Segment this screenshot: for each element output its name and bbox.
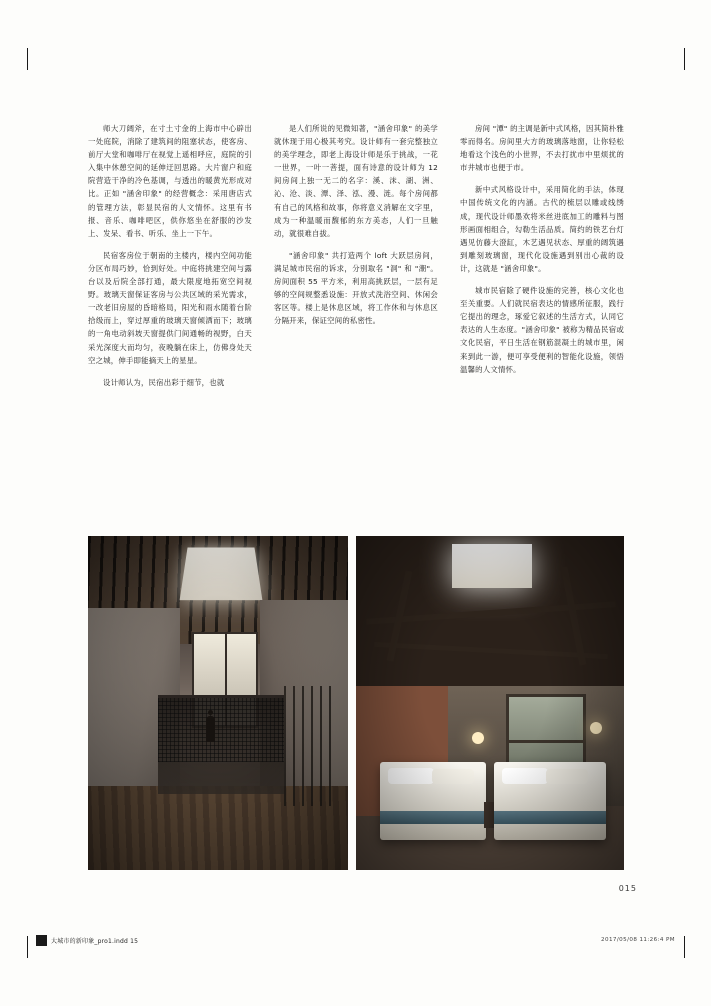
photo-gallery [88, 536, 624, 870]
paragraph: 房间 "潭" 的主调是新中式风格，因其简朴雅零而得名。房间里大方的玻璃落地窗，让你轻松地看这个浅色的小世界，不去打扰市中里烦扰的市井城市也便于市。 [460, 124, 624, 173]
photo-vignette [88, 536, 348, 870]
crop-mark-top-right [684, 48, 685, 70]
photo-atrium-corridor [88, 536, 348, 870]
photo-vignette [356, 536, 624, 870]
paragraph: 设计师认为，民宿出彩于细节，也就 [103, 377, 225, 387]
footer-file-label: 大城市的新印象_pro1.indd 15 [51, 938, 139, 945]
text-column-3 [460, 122, 624, 398]
crop-mark-top-left [27, 48, 28, 70]
footer-left [36, 935, 138, 946]
text-column-2 [274, 122, 438, 398]
paragraph: 民宿客房位于朝南的主楼内，楼内空间功能分区布局巧妙，恰到好处。中庭将挑建空间与露台以及后院全部打通，最大限度地拓宽空间视野。玻璃天窗保证客房与公共区域的采光需求，一改老旧房屋的昏暗格局，阳光和雨水随着台阶拾级而上，穿过厚重的玻璃天窗倾洒而下；玻璃的一角电动斜坡天窗提供门间通畅的视野，白天采光深度大而均匀，夜晚躺在床上，仿佛身处天空之城，伸手即能摘天上的星星。 [88, 250, 252, 365]
paragraph: 是人们所说的见微知著，"涵舍印象" 的美学就休现于用心极其考究。设计师有一套完整独立的美学理念，即老上海设计师是乐于挑战，一花一世界，一叶一菩提，面有诗意的设计师为 12 间房间上独一无二的名字：溪、沫、湖、洲、沁、沧、淡、潭、泽、泓、漫、涟。每个房间都有自己的风格和故事，你将意义消解在文字里，成为一种温暖而馥郁的东方美态，人们一旦触动，就很难自拔。 [274, 124, 438, 238]
page-number: 015 [618, 884, 637, 893]
paragraph: 师大刀阔斧，在寸土寸金的上海市中心辟出一处庭院，消除了建筑间的阻塞状态，使客房、前厅大堂和咖啡厅在视觉上遥相呼应，庭院的引入集中休憩空间的延伸迂回思路。大片窗户和庭院营造干净的冷色基调，与透出的暖黄光形成对比。正如 "涵舍印象" 的经营概念：采用唐店式的管理方法，彰显民宿的人文情怀。这里有书报、音乐、咖啡吧区，供你悠坐在舒服的沙发上、发呆、看书、听乐、坐上一下午。 [88, 124, 252, 238]
footer-timestamp: 2017/05/08 11:26:4 PM [601, 937, 675, 943]
paragraph: "涵舍印象" 共打造两个 loft 大跃层房间，满足城市民宿的诉求，分别取名 "洞" 和 "潮"。房间面积 55 平方米，利用高挑跃层，一层有足够的空间规整悉设施：开放式洗浴空间、休闲会客区等。楼上是休息区域，将工作休和与休息区分隔开来，保证空间的私密性。 [274, 250, 438, 326]
crop-mark-bottom-left [27, 936, 28, 958]
paragraph: 城市民宿除了硬件设施的完善，核心文化也至关重要。人们就民宿表达的情感所征服，践行它提出的理念，琢爱它叙述的生活方式，认同它表达的人生态度。"涵舍印象" 被称为精品民宿或文化民宿，平日生活在钢筋混凝土的城市里，闲来到此一游，便可享受便利的智能化设施，领悟温馨的人文情怀。 [460, 286, 624, 374]
article-body [88, 122, 624, 398]
publisher-logo-icon [36, 935, 47, 946]
crop-mark-bottom-right [684, 936, 685, 958]
text-column-1 [88, 122, 252, 398]
paragraph: 新中式风格设计中，采用简化的手法，体现中国传统文化的内涵。古代的梳层以雕或线绣成，现代设计师墨欢将米丝进底加工的雕料与图形画面相组合，勾勒生活品质。简约的铁艺台灯遇见仿藤大澄缸，木艺遇见状态、厚重的阔筑遇到雕刻玻璃窗，现代化设施遇到别出心裁的设计，这就是 "涵舍印象"。 [460, 185, 624, 273]
photo-guestroom-twin-beds [356, 536, 624, 870]
